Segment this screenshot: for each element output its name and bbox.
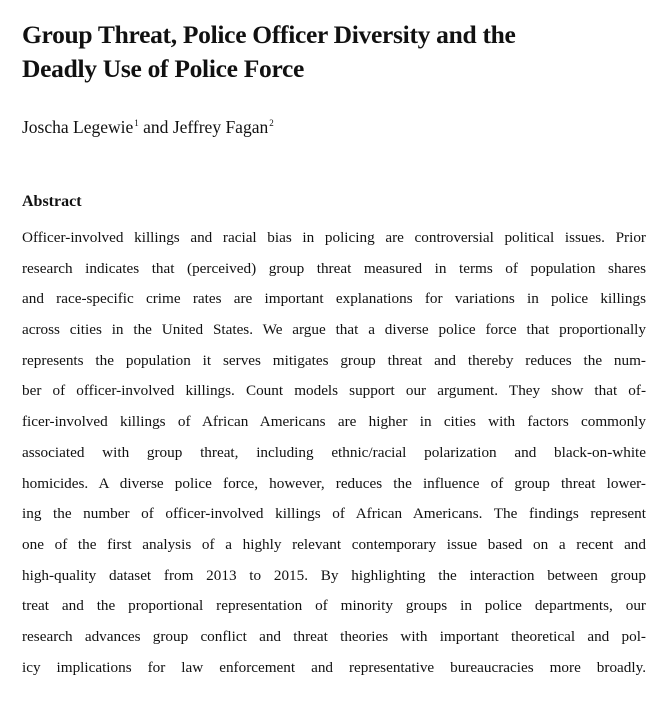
abstract-line: across cities in the United States. We argue that a diverse police force that proportionally xyxy=(22,321,646,339)
abstract-line: homicides. A diverse police force, however, reduces the influence of group threat lower- xyxy=(22,474,646,492)
abstract-line: research advances group conflict and threat theories with important theoretical and pol- xyxy=(22,627,646,645)
author-name: Joscha Legewie xyxy=(22,117,134,137)
abstract-line: and race-specific crime rates are important explanations for variations in police killings xyxy=(22,290,646,308)
abstract-line: associated with group threat, including ethnic/racial polarization and black-on-white xyxy=(22,443,646,461)
abstract-line: represents the population it serves mitigates group threat and thereby reduces the num- xyxy=(22,351,646,369)
affiliation-mark: 1 xyxy=(134,118,139,128)
abstract-line: ing the number of officer-involved killings of African Americans. The findings represent xyxy=(22,505,646,523)
abstract-line: one of the first analysis of a highly relevant contemporary issue based on a recent and xyxy=(22,535,646,553)
title-line-2: Deadly Use of Police Force xyxy=(22,54,305,83)
abstract-line: ber of officer-involved killings. Count models support our argument. They show that of- xyxy=(22,382,646,400)
affiliation-mark: 2 xyxy=(269,118,274,128)
author-connector: and xyxy=(143,117,169,137)
abstract-line: high-quality dataset from 2013 to 2015. By highlighting the interaction between group xyxy=(22,566,646,584)
abstract-line: ficer-involved killings of African Americans are higher in cities with factors commonly xyxy=(22,413,646,431)
abstract-body xyxy=(22,226,646,686)
author-list xyxy=(22,115,274,139)
abstract-line: icy implications for law enforcement and representative bureaucracies more broadly. xyxy=(22,658,646,676)
paper-title xyxy=(22,18,650,86)
abstract-line: research indicates that (perceived) group threat measured in terms of population shares xyxy=(22,259,646,277)
abstract-heading: Abstract xyxy=(22,193,82,210)
author-name: Jeffrey Fagan xyxy=(172,117,269,137)
abstract-line: Officer-involved killings and racial bias in policing are controversial political issues. Prior xyxy=(22,229,646,246)
abstract-line: treat and the proportional representation of minority groups in police departments, our xyxy=(22,597,646,615)
title-line-1: Group Threat, Police Officer Diversity and the xyxy=(22,20,516,49)
